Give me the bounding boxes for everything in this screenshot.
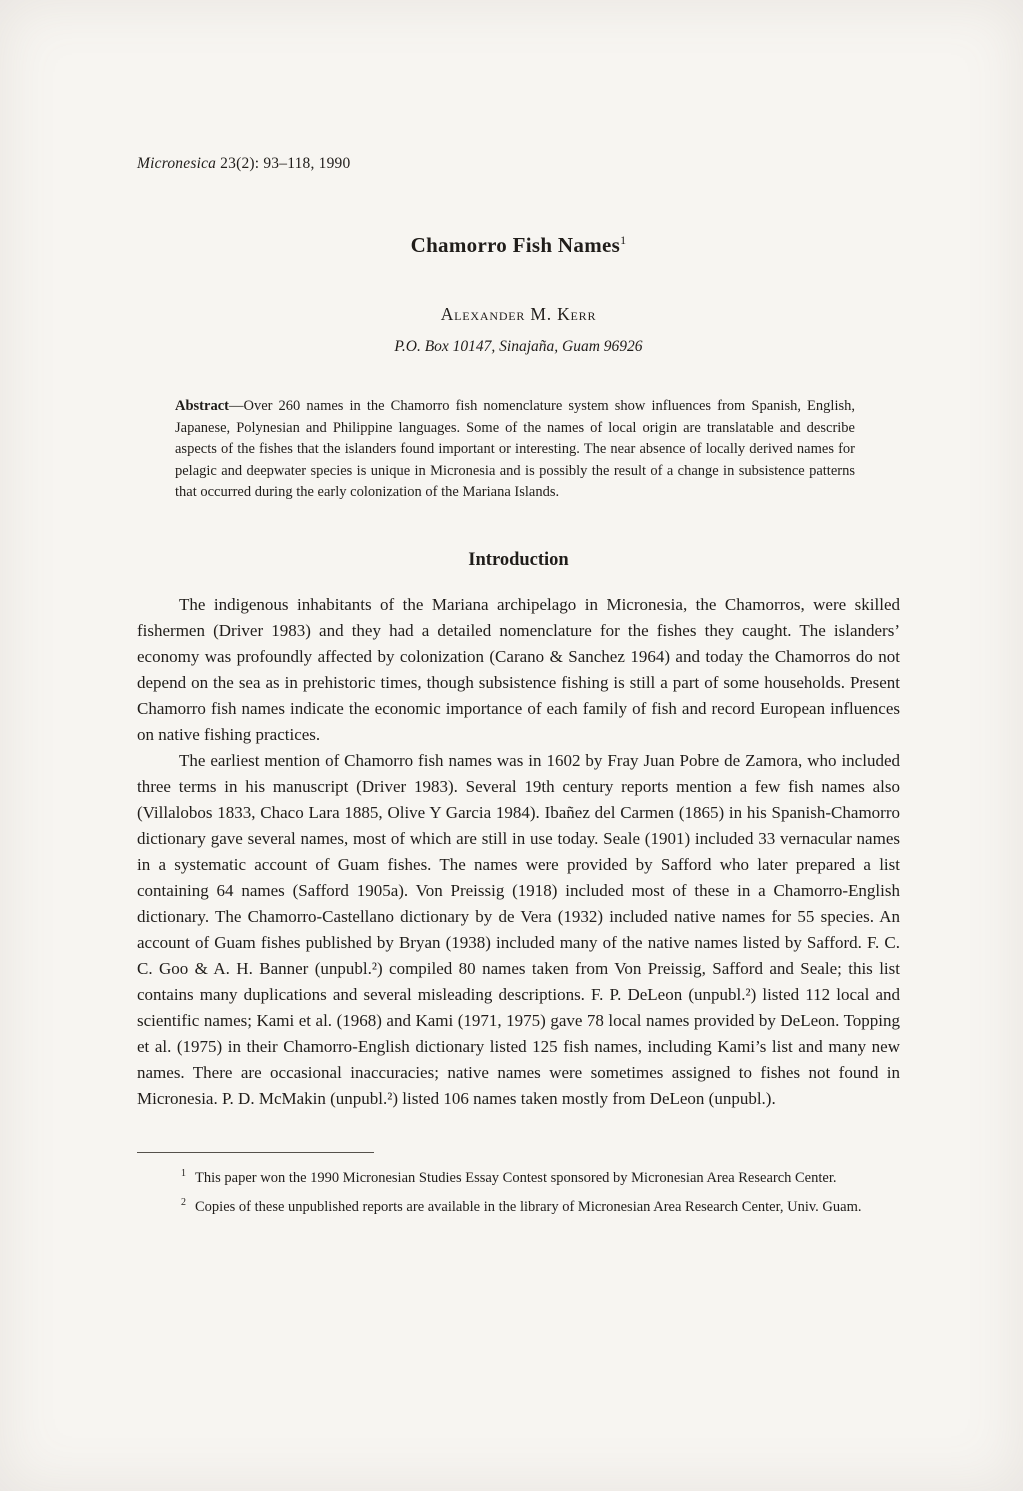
paragraph-2: The earliest mention of Chamorro fish names was in 1602 by Fray Juan Pobre de Zamora, who included three terms in his manuscript (Driver 1983). Several 19th century reports mention a few fish names also (Villalobos 1833, Chaco Lara 1885, Olive Y Garcia 1984). Ibañez del Carmen (1865) in his Spanish-Chamorro dictionary gave several names, most of which are still in use today. Seale (1901) included 33 vernacular names in a systematic account of Guam fishes. The names were provided by Safford who later prepared a list containing 64 names (Safford 1905a). Von Preissig (1918) included most of these in a Chamorro-English dictionary. The Chamorro-Castellano dictionary by de Vera (1932) included native names for 55 species. An account of Guam fishes published by Bryan (1938) included many of the native names listed by Safford. F. C. C. Goo & A. H. Banner (unpubl.²) compiled 80 names taken from Von Preissig, Safford and Seale; this list contains many duplications and several misleading descriptions. F. P. DeLeon (unpubl.²) listed 112 local and scientific names; Kami et al. (1968) and Kami (1971, 1975) gave 78 local names provided by DeLeon. Topping et al. (1975) in their Chamorro-English dictionary listed 125 fish names, including Kami’s list and many new names. There are occasional inaccuracies; native names were sometimes assigned to fishes not found in Micronesia. P. D. McMakin (unpubl.²) listed 106 names taken mostly from DeLeon (unpubl.). — [137, 750, 900, 1108]
author-name: Alexander M. Kerr — [440, 304, 597, 324]
footnote-1 — [137, 1163, 900, 1189]
journal-name: Micronesica — [137, 155, 217, 172]
abstract-text: —Over 260 names in the Chamorro fish nomenclature system show influences from Spanish, English, Japanese, Polynesian and Philippine languages. Some of the names of local origin are translatable and describe aspects of the fishes that the islanders found important or interesting. The near absence of locally derived names for pelagic and deepwater species is unique in Micronesia and is possibly the result of a change in subsistence patterns that occurred during the early colonization of the Mariana Islands. — [175, 398, 855, 500]
journal-issue-info: 23(2): 93–118, 1990 — [216, 155, 351, 172]
abstract-label: Abstract — [175, 398, 229, 414]
footnote-2-text: Copies of these unpublished reports are available in the library of Micronesian Area Research Center, Univ. Guam. — [195, 1198, 862, 1215]
footnote-1-text: This paper won the 1990 Micronesian Studies Essay Contest sponsored by Micronesian Area Research Center. — [195, 1169, 837, 1186]
article-title-text: Chamorro Fish Names — [410, 233, 621, 257]
footnote-1-marker: 1 — [181, 1167, 186, 1179]
footnote-separator — [137, 1152, 374, 1153]
journal-citation — [137, 155, 900, 173]
footnote-2 — [137, 1192, 900, 1218]
article-title — [137, 233, 900, 258]
section-heading-introduction: Introduction — [468, 549, 569, 570]
paragraph-1: The indigenous inhabitants of the Mariana archipelago in Micronesia, the Chamorros, were skilled fishermen (Driver 1983) and they had a detailed nomenclature for the fishes they caught. The islanders’ economy was profoundly affected by colonization (Carano & Sanchez 1964) and today the Chamorros do not depend on the sea as in prehistoric times, though subsistence fishing is still a part of some households. Present Chamorro fish names indicate the economic importance of each family of fish and record European influences on native fishing practices. — [137, 594, 900, 744]
author-affiliation: P.O. Box 10147, Sinajaña, Guam 96926 — [394, 338, 643, 355]
abstract — [175, 396, 855, 504]
title-footnote-ref: 1 — [620, 233, 627, 247]
footnote-2-marker: 2 — [181, 1196, 186, 1208]
